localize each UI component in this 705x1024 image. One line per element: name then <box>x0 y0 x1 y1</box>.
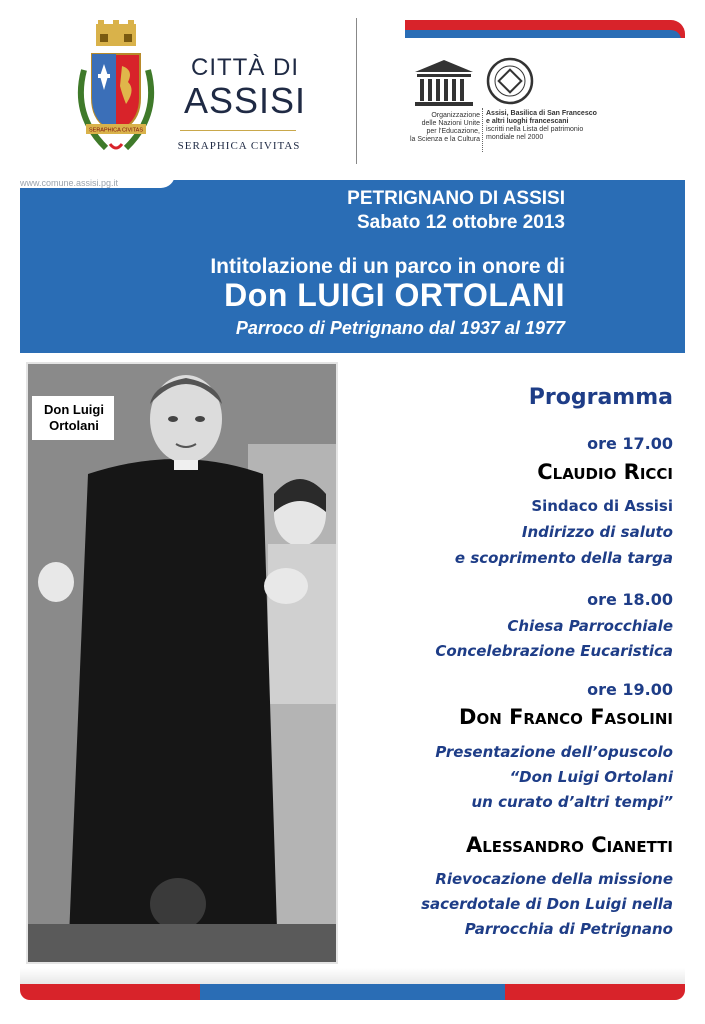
crest-ribbon-text: SERAPHICA CIVITAS <box>89 127 143 134</box>
city-divider-rule <box>180 130 296 131</box>
event-date: Sabato 12 ottobre 2013 <box>356 212 565 233</box>
speaker-name: Alessandro Cianetti <box>465 833 673 857</box>
photo-caption-line2: Ortolani <box>49 418 99 433</box>
portrait-photo <box>28 364 336 962</box>
event-intro: Intitolazione di un parco in onore di <box>210 255 565 278</box>
program-time: ore 17.00 <box>587 434 673 453</box>
event-description: un curato d’altri tempi” <box>471 793 673 811</box>
speaker-role: Sindaco di Assisi <box>531 497 673 515</box>
event-description: Parrocchia di Petrignano <box>464 920 673 938</box>
unesco-org-line: Organizzazione <box>431 112 480 119</box>
footer-blue <box>200 984 505 1000</box>
event-description: Chiesa Parrocchiale <box>507 617 673 635</box>
heritage-title-line: Assisi, Basilica di San Francesco <box>486 110 597 117</box>
event-description: Presentazione dell’opuscolo <box>435 743 673 761</box>
event-description: Indirizzo di saluto <box>521 523 673 541</box>
honoree-role: Parroco di Petrignano dal 1937 al 1977 <box>235 318 565 338</box>
unesco-org-line: delle Nazioni Unite <box>421 120 480 127</box>
header-vertical-divider <box>356 18 357 164</box>
world-heritage-emblem <box>485 56 535 106</box>
photo-caption <box>34 402 114 434</box>
footer-red-left <box>20 984 200 1000</box>
unesco-org-line: per l'Educazione, <box>426 128 480 135</box>
speaker-name: Claudio Ricci <box>537 460 673 484</box>
honoree-name: Don LUIGI ORTOLANI <box>224 277 565 313</box>
heritage-text <box>486 110 616 142</box>
speaker-name: Don Franco Fasolini <box>459 705 673 729</box>
unesco-org-line: la Scienza e la Cultura <box>409 136 480 143</box>
unesco-org-text <box>398 112 480 144</box>
program-time: ore 19.00 <box>587 680 673 699</box>
photo-caption-line1: Don Luigi <box>44 402 104 417</box>
heritage-title-line: e altri luoghi francescani <box>486 118 569 125</box>
event-description: sacerdotale di Don Luigi nella <box>421 895 673 913</box>
unesco-logo <box>413 58 475 108</box>
unesco-dotted-separator <box>482 108 483 152</box>
city-name-line1: CITTÀ DI <box>191 54 299 81</box>
program-title: Programma <box>528 385 673 410</box>
city-name-line2: ASSISI <box>183 80 307 121</box>
city-motto: SERAPHICA CIVITAS <box>177 140 301 152</box>
heritage-sub-line: mondiale nel 2000 <box>486 134 544 141</box>
city-crest-logo <box>66 20 166 170</box>
event-description: Rievocazione della missione <box>435 870 673 888</box>
website-url[interactable]: www.comune.assisi.pg.it <box>20 178 119 188</box>
event-description: e scoprimento della targa <box>454 549 673 567</box>
footer-red-right <box>505 984 685 1000</box>
event-description: Concelebrazione Eucaristica <box>435 642 673 660</box>
program-time: ore 18.00 <box>587 590 673 609</box>
footer-shade <box>20 968 685 984</box>
event-place: PETRIGNANO DI ASSISI <box>347 188 565 209</box>
heritage-sub-line: iscritti nella Lista del patrimonio <box>486 126 584 133</box>
city-name <box>180 54 310 120</box>
event-description: “Don Luigi Ortolani <box>509 768 673 786</box>
